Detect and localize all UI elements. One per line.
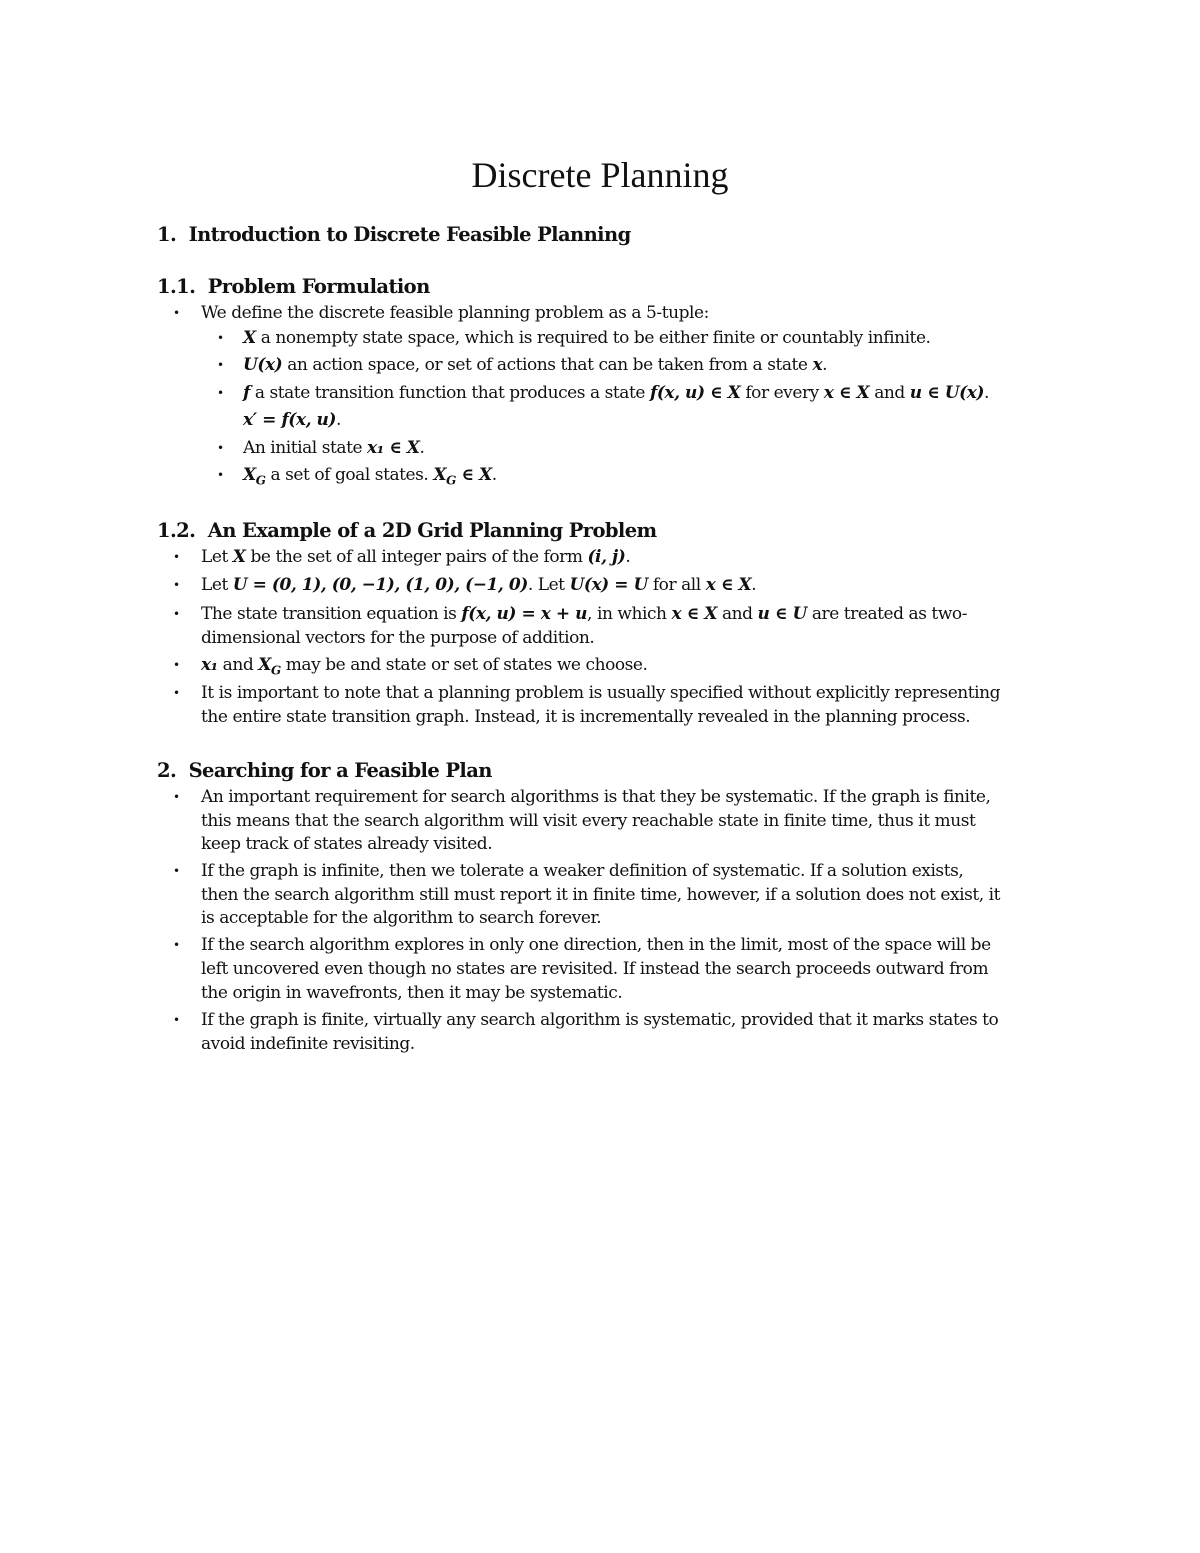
bullet-text: the origin in wavefronts, then it may be systematic. [201, 983, 623, 1003]
math-expression: u ∈ U [757, 604, 807, 624]
bullet-continuation [201, 626, 594, 650]
bullet-item [173, 1008, 999, 1032]
bullet-text: . [822, 355, 828, 375]
bullet-text: a state transition function that produces a state [249, 383, 650, 403]
bullet-icon: • [173, 864, 180, 878]
math-expression: x₁ ∈ X [367, 438, 420, 458]
bullet-icon: • [217, 358, 224, 372]
math-expression: X [258, 655, 271, 675]
math-expression: u ∈ U(x) [909, 383, 984, 403]
bullet-text: for all [647, 575, 706, 595]
math-expression: x [812, 355, 823, 375]
section-title: An Example of a 2D Grid Planning Problem [207, 519, 657, 542]
math-expression: (i, j) [587, 547, 626, 567]
bullet-text: . [751, 575, 757, 595]
bullet-text: . [491, 465, 497, 485]
math-expression: X [243, 328, 256, 348]
section-2-heading [157, 758, 492, 784]
math-expression: U(x) = U [569, 575, 648, 595]
bullet-text: It is important to note that a planning problem is usually specified without explicitly representing [201, 683, 1001, 703]
math-expression: X [433, 465, 447, 485]
math-expression: U = (0, 1), (0, −1), (1, 0), (−1, 0) [232, 575, 528, 595]
math-expression: f(x, u) = x + u [461, 604, 588, 624]
bullet-text: an action space, or set of actions that can be taken from a state [282, 355, 813, 375]
section-1-2-heading [157, 518, 657, 544]
section-number: 2. [157, 759, 177, 782]
math-expression: x ∈ X [705, 575, 752, 595]
bullet-text: If the search algorithm explores in only one direction, then in the limit, most of the space will be [201, 935, 991, 955]
bullet-icon: • [173, 686, 180, 700]
math-subscript: G [255, 473, 266, 488]
bullet-continuation [201, 809, 975, 833]
bullet-item [173, 602, 967, 626]
bullet-item [173, 545, 631, 569]
bullet-item [173, 573, 757, 597]
bullet-text: left uncovered even though no states are revisited. If instead the search proceeds outward from [201, 959, 989, 979]
bullet-text: then the search algorithm still must report it in finite time, however, if a solution does not exist, it [201, 885, 1001, 905]
math-expression: x ∈ X [823, 383, 870, 403]
math-expression: x₁ [201, 655, 218, 675]
section-number: 1.2. [157, 519, 196, 542]
bullet-text: this means that the search algorithm will visit every reachable state in finite time, thus it must [201, 811, 976, 831]
bullet-text: An important requirement for search algorithms is that they be systematic. If the graph is finite, [201, 787, 991, 807]
math-subscript: G [446, 473, 456, 488]
bullet-text: The state transition equation is [201, 604, 462, 624]
section-title: Searching for a Feasible Plan [188, 759, 492, 782]
bullet-text: , in which [587, 604, 672, 624]
section-title: Problem Formulation [207, 275, 430, 298]
bullet-item [173, 301, 709, 325]
bullet-text: . [419, 438, 425, 458]
bullet-item [173, 785, 991, 809]
bullet-text: . [336, 410, 341, 430]
math-expression: x′ = f(x, u) [243, 410, 337, 430]
sub-bullet-item [217, 326, 931, 350]
math-expression: ∈ X [455, 465, 492, 485]
bullet-icon: • [217, 331, 224, 345]
bullet-text: dimensional vectors for the purpose of addition. [201, 628, 595, 648]
bullet-text: and [717, 604, 758, 624]
math-expression: f [243, 383, 250, 403]
bullet-item [173, 859, 964, 883]
sub-bullet-continuation [243, 408, 341, 432]
bullet-text: An initial state [243, 438, 368, 458]
bullet-text: and [869, 383, 910, 403]
bullet-item [173, 653, 648, 682]
bullet-text: is acceptable for the algorithm to search forever. [201, 908, 602, 928]
bullet-icon: • [173, 607, 180, 621]
bullet-text: keep track of states already visited. [201, 834, 493, 854]
bullet-continuation [201, 957, 988, 981]
section-title: Introduction to Discrete Feasible Planning [188, 223, 631, 246]
bullet-icon: • [173, 306, 180, 320]
bullet-text: are treated as two- [806, 604, 967, 624]
bullet-icon: • [173, 938, 180, 952]
math-expression: X [232, 547, 246, 567]
math-expression: U(x) [243, 355, 283, 375]
bullet-continuation [201, 883, 1000, 907]
bullet-icon: • [217, 468, 224, 482]
document-title: Discrete Planning [471, 155, 729, 195]
bullet-text: and [217, 655, 259, 675]
bullet-continuation [201, 981, 622, 1005]
bullet-icon: • [173, 790, 180, 804]
bullet-text: If the graph is infinite, then we tolerate a weaker definition of systematic. If a solution exists, [201, 861, 964, 881]
bullet-item [173, 933, 991, 957]
bullet-text: a nonempty state space, which is required to be either finite or countably infinite. [255, 328, 931, 348]
section-1-1-heading [157, 274, 430, 300]
bullet-text: for every [740, 383, 824, 403]
section-number: 1.1. [157, 275, 196, 298]
bullet-icon: • [173, 578, 180, 592]
bullet-text: . [625, 547, 631, 567]
bullet-text: a set of goal states. [265, 465, 434, 485]
bullet-icon: • [173, 550, 180, 564]
sub-bullet-item [217, 436, 425, 460]
bullet-text: Let [201, 575, 233, 595]
sub-bullet-item [217, 463, 497, 492]
bullet-icon: • [173, 1013, 180, 1027]
math-expression: f(x, u) ∈ X [649, 383, 741, 403]
bullet-text: . [984, 383, 989, 403]
bullet-text: may be and state or set of states we choose. [280, 655, 648, 675]
bullet-text: the entire state transition graph. Instead, it is incrementally revealed in the planning process. [201, 707, 971, 727]
bullet-continuation [201, 1032, 415, 1056]
bullet-text: We define the discrete feasible planning problem as a 5-tuple: [201, 303, 709, 323]
bullet-continuation [201, 906, 601, 930]
bullet-icon: • [173, 658, 180, 672]
sub-bullet-item [217, 353, 828, 377]
math-subscript: G [270, 663, 281, 678]
bullet-text: If the graph is finite, virtually any search algorithm is systematic, provided that it marks states to [201, 1010, 999, 1030]
bullet-continuation [201, 705, 970, 729]
bullet-item [173, 681, 1001, 705]
bullet-text: . Let [527, 575, 570, 595]
sub-bullet-item [217, 381, 989, 405]
bullet-icon: • [217, 441, 224, 455]
bullet-text: be the set of all integer pairs of the form [245, 547, 588, 567]
bullet-icon: • [217, 386, 224, 400]
bullet-text: avoid indefinite revisiting. [201, 1034, 415, 1054]
math-expression: X [243, 465, 256, 485]
bullet-text: Let [201, 547, 233, 567]
section-number: 1. [157, 223, 177, 246]
math-expression: x ∈ X [671, 604, 718, 624]
bullet-continuation [201, 832, 492, 856]
section-1-heading [157, 222, 631, 248]
